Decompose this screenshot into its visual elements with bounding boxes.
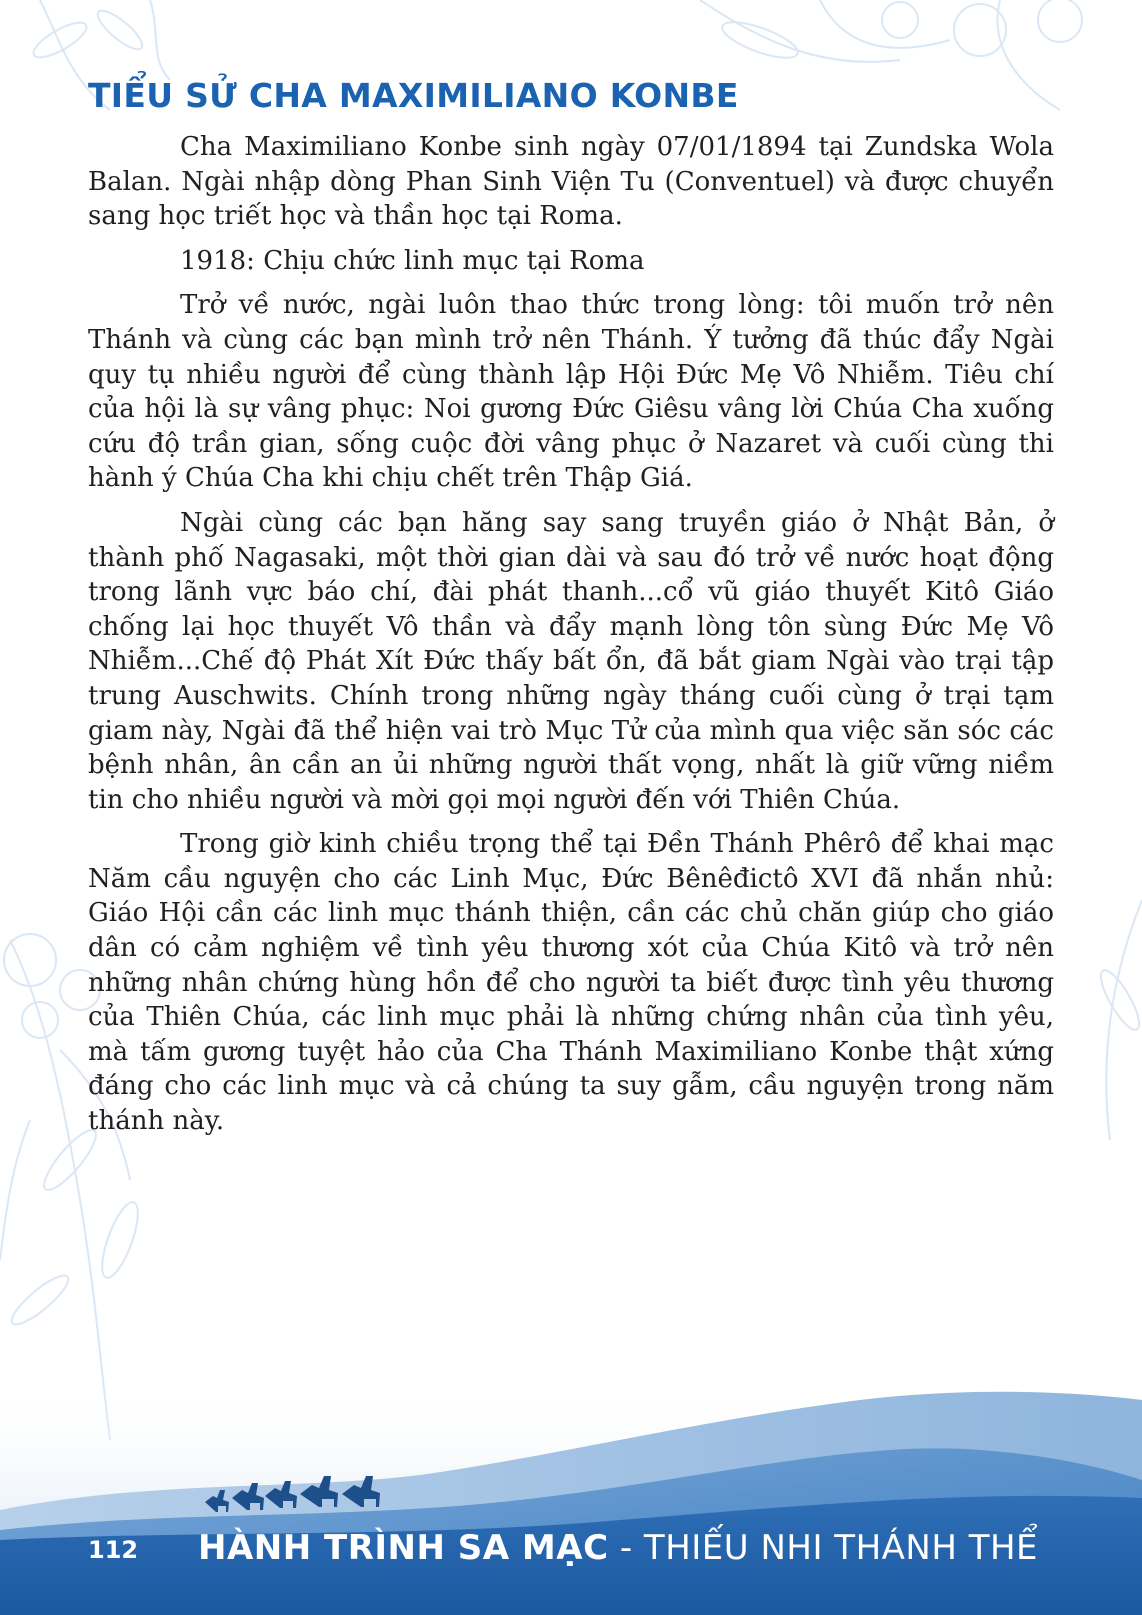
book-title-separator: -: [608, 1528, 644, 1568]
book-title-main: HÀNH TRÌNH SA MẠC: [198, 1528, 609, 1568]
page-footer: [0, 1522, 1142, 1582]
page-number: 112: [88, 1536, 139, 1564]
paragraph-benedict: Trong giờ kinh chiều trọng thể tại Đền Thánh Phêrô để khai mạc Năm cầu nguyện cho các Linh Mục, Đức Bênêđictô XVI đã nhắn nhủ: Giáo Hội cần các linh mục thánh thiện, cần các chủ chăn giúp cho giáo dân có cảm nghiệm về tình yêu thương xót của Chúa Kitô và trở nên những nhân chứng hùng hồn để cho người ta biết được tình yêu thương của Thiên Chúa, các linh mục phải là những chứng nhân của tình yêu, mà tấm gương tuyệt hảo của Cha Thánh Maximiliano Konbe thật xứng đáng cho các linh mục và cả chúng ta suy gẫm, cầu nguyện trong năm thánh này.: [88, 829, 1054, 1137]
paragraph-birth: Cha Maximiliano Konbe sinh ngày 07/01/1894 tại Zundska Wola Balan. Ngài nhập dòng Phan Sinh Viện Tu (Conventuel) và được chuyển sang học triết học và thần học tại Roma.: [88, 132, 1054, 232]
article-body: [88, 130, 1054, 1149]
page-title: TIỂU SỬ CHA MAXIMILIANO KONBE: [88, 76, 739, 115]
book-title: [198, 1528, 1038, 1568]
paragraph-return: Trở về nước, ngài luôn thao thức trong lòng: tôi muốn trở nên Thánh và cùng các bạn mình trở nên Thánh. Ý tưởng đã thúc đẩy Ngài quy tụ nhiều người để cùng thành lập Hội Đức Mẹ Vô Nhiễm. Tiêu chí của hội là sự vâng phục: Noi gương Đức Giêsu vâng lời Chúa Cha xuống cứu độ trần gian, sống cuộc đời vâng phục ở Nazaret và cuối cùng thi hành ý Chúa Cha khi chịu chết trên Thập Giá.: [88, 290, 1054, 494]
paragraph-mission: Ngài cùng các bạn hăng say sang truyền giáo ở Nhật Bản, ở thành phố Nagasaki, một thời gian dài và sau đó trở về nước hoạt động trong lãnh vực báo chí, đài phát thanh...cổ vũ giáo thuyết Kitô Giáo chống lại học thuyết Vô thần và đẩy mạnh lòng tôn sùng Đức Mẹ Vô Nhiễm...Chế độ Phát Xít Đức thấy bất ổn, đã bắt giam Ngài vào trại tập trung Auschwits. Chính trong những ngày tháng cuối cùng ở trại tạm giam này, Ngài đã thể hiện vai trò Mục Tử của mình qua việc săn sóc các bệnh nhân, ân cần an ủi những người thất vọng, nhất là giữ vững niềm tin cho nhiều người và mời gọi mọi người đến với Thiên Chúa.: [88, 507, 1054, 815]
book-title-sub: THIẾU NHI THÁNH THỂ: [643, 1528, 1039, 1568]
paragraph-ordination: 1918: Chịu chức linh mục tại Roma: [180, 245, 645, 276]
